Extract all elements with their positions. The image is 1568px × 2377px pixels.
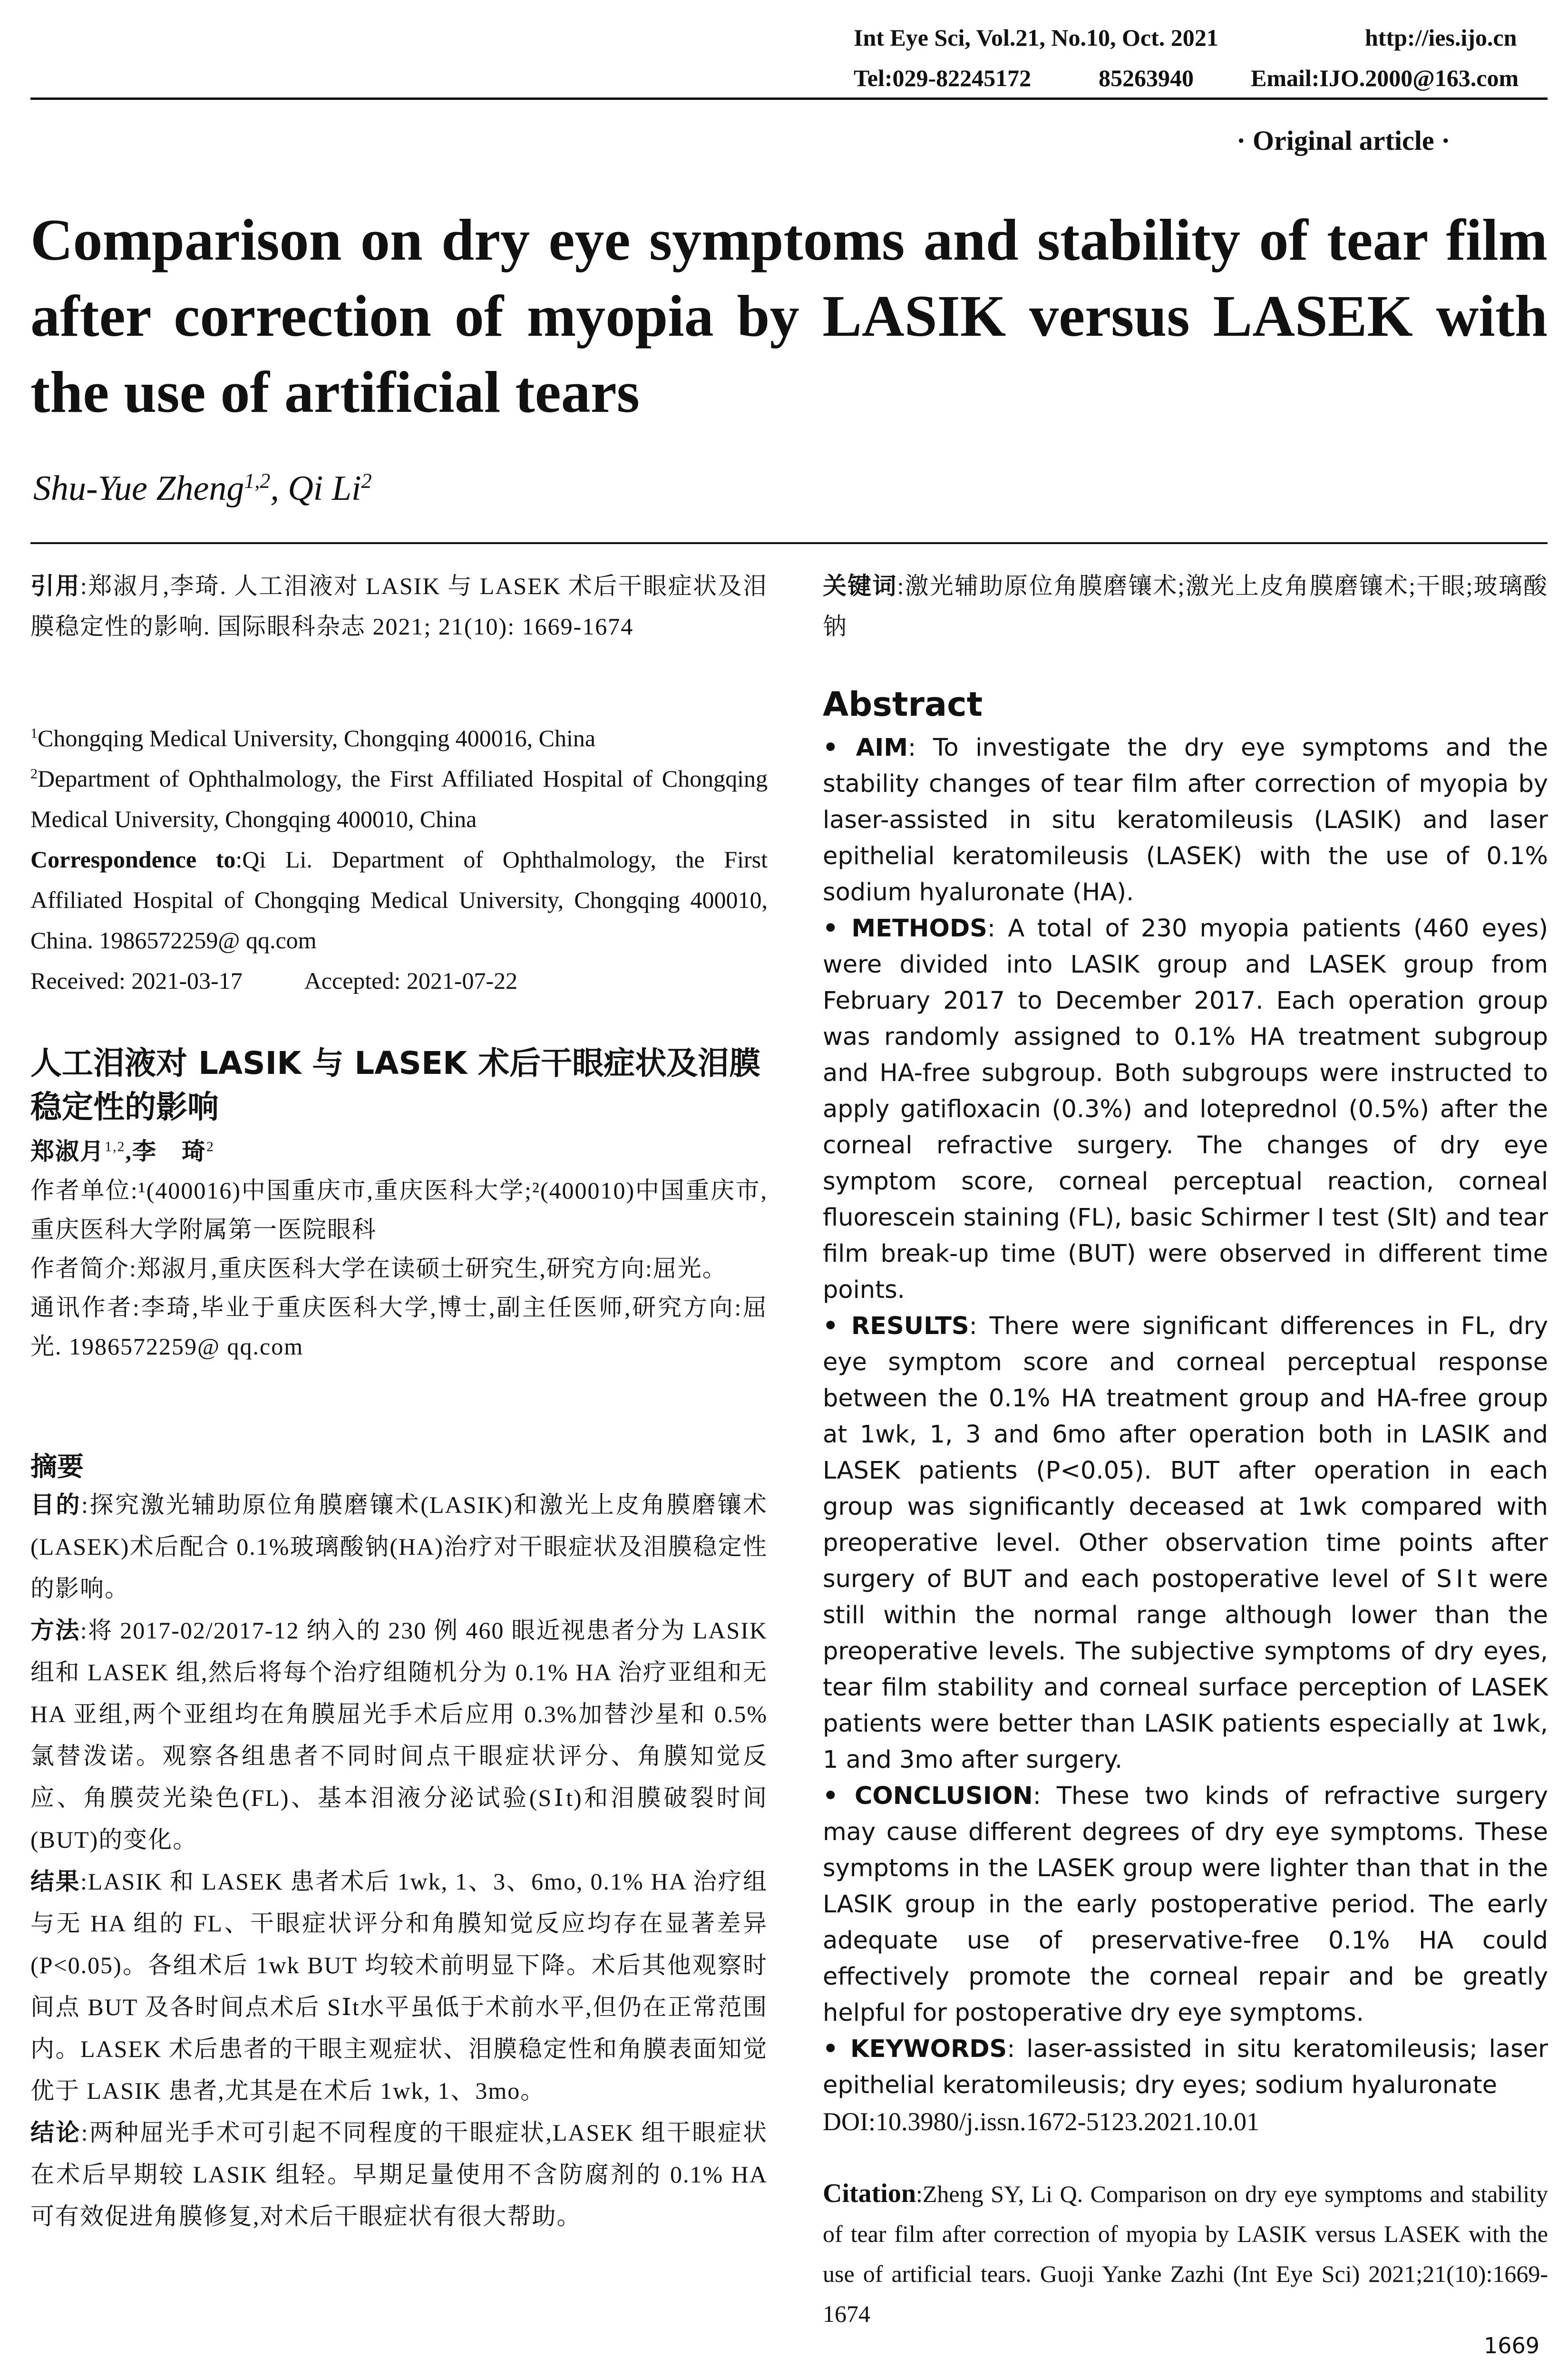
cn-title: 人工泪液对 LASIK 与 LASEK 术后干眼症状及泪膜稳定性的影响 [30, 1045, 761, 1125]
cn-conclusion: 结论:两种屈光手术可引起不同程度的干眼症状,LASEK 组干眼症状在术后早期较 LASIK 组轻。早期足量使用不含防腐剂的 0.1% HA 可有效促进角膜修复,对术后干眼症状有很大帮助。 [30, 2119, 768, 2230]
citation-en: Citation:Zheng SY, Li Q. Comparison on dry eye symptoms and stability of tear film after correction of myopia by LASIK versus LASEK with the use of artificial tears. Guoji Yanke Zazhi (Int Eye Sci) 2021;21(10):1669-1674 [823, 2179, 1548, 2327]
author-1-affil: 1,2 [244, 469, 271, 493]
journal-email[interactable]: Email:IJO.2000@163.com [1251, 65, 1519, 91]
author-2-affil: 2 [361, 469, 372, 493]
abstract-conclusion: • CONCLUSION: These two kinds of refractive surgery may cause different degrees of dry eye symptoms. These symptoms in the LASEK group were lighter than that in the LASIK group in the early postoperative period. The early adequate use of preservative-free 0.1% HA could effectively promote the corneal repair and be greatly helpful for postoperative dry eye symptoms. [823, 1782, 1548, 2027]
cn-method: 方法:将 2017-02/2017-12 纳入的 230 例 460 眼近视患者分为 LASIK 组和 LASEK 组,然后将每个治疗组随机分为 0.1% HA 治疗亚组和无 HA 亚组,两个亚组均在角膜屈光手术后应用 0.3%加替沙星和 0.5%氯替泼诺。观察各组患者不同时间点干眼症状评分、角膜知觉反应、角膜荧光染色(FL)、基本泪液分泌试验(SⅠt)和泪膜破裂时间(BUT)的变化。 [30, 1617, 768, 1853]
cn-abstract-heading: 摘要 [30, 1452, 84, 1482]
dates-line [30, 961, 768, 1001]
author-sep: , [270, 469, 288, 508]
citation-cn-label: 引用 [30, 572, 80, 600]
accepted-date: Accepted: 2021-07-22 [304, 967, 518, 994]
correspondence: Correspondence to:Qi Li. Department of Ophthalmology, the First Affiliated Hospital of Chongqing Medical University, Chongqing 400010, China. 1986572259@ qq.com [30, 846, 768, 954]
en-abstract [823, 730, 1548, 2140]
affiliation-1: $^1$Chongqing Medical University, Chongqing 400016, China [30, 725, 596, 751]
cn-author-block [30, 1132, 768, 1366]
abstract-results: • RESULTS: There were significant differences in FL, dry eye symptom score and corneal perceptual response between the 0.1% HA treatment group and HA-free group at 1wk, 1, 3 and 6mo after operation both in LASIK and LASEK patients (P<0.05). BUT after operation in each group was significantly deceased at 1wk compared with preoperative level. Other observation time points after surgery of BUT and each postoperative level of SⅠt were still within the normal range although lower than the preoperative levels. The subjective symptoms of dry eyes, tear film stability and corneal surface perception of LASEK patients were better than LASIK patients especially at 1wk, 1 and 3mo after surgery. [823, 1312, 1548, 1774]
author-1: Shu-Yue Zheng [33, 469, 244, 508]
cn-authors: 郑淑月$^{1,2}$,李 琦$^2$ [30, 1138, 214, 1165]
article-type: · Original article · [1237, 125, 1451, 156]
cn-objective: 目的:探究激光辅助原位角膜磨镶术(LASIK)和激光上皮角膜磨镶术(LASEK)术后配合 0.1%玻璃酸钠(HA)治疗对干眼症状及泪膜稳定性的影响。 [30, 1491, 768, 1602]
cn-corr: 通讯作者:李琦,毕业于重庆医科大学,博士,副主任医师,研究方向:屈光. 1986572259@ qq.com [30, 1294, 768, 1360]
cn-result: 结果:LASIK 和 LASEK 患者术后 1wk, 1、3、6mo, 0.1% HA 治疗组与无 HA 组的 FL、干眼症状评分和角膜知觉反应均存在显著差异(P<0.05)。各组术后 1wk BUT 均较术前明显下降。术后其他观察时间点 BUT 及各时间点术后 SⅠt水平虽低于术前水平,但仍在正常范围内。LASEK 术后患者的干眼主观症状、泪膜稳定性和角膜表面知觉优于 LASIK 患者,尤其是在术后 1wk, 1、3mo。 [30, 1868, 768, 2104]
affiliation-2: $^2$Department of Ophthalmology, the First Affiliated Hospital of Chongqing Medical University, Chongqing 400010, China [30, 765, 768, 832]
cn-unit: 作者单位:¹(400016)中国重庆市,重庆医科大学;²(400010)中国重庆市,重庆医科大学附属第一医院眼科 [30, 1177, 768, 1243]
author-list [33, 468, 372, 509]
cn-keywords-label: 关键词 [823, 572, 897, 600]
page-number: 1669 [1484, 2333, 1540, 2358]
citation-cn [30, 566, 768, 647]
cn-abstract [30, 1484, 768, 2237]
journal-tel2: 85263940 [1099, 65, 1194, 91]
abstract-heading: Abstract [823, 685, 983, 724]
cn-bio: 作者简介:郑淑月,重庆医科大学在读硕士研究生,研究方向:屈光。 [30, 1255, 727, 1282]
affiliations [30, 718, 768, 1001]
correspondence-label: Correspondence to [30, 846, 236, 873]
abstract-methods: • METHODS: A total of 230 myopia patients (460 eyes) were divided into LASIK group and LASEK group from February 2017 to December 2017. Each operation group was randomly assigned to 0.1% HA treatment subgroup and HA-free subgroup. Both subgroups were instructed to apply gatifloxacin (0.3%) and loteprednol (0.5%) after the corneal refractive surgery. The changes of dry eye symptom score, corneal perceptual reaction, corneal fluorescein staining (FL), basic Schirmer Ⅰ test (SⅠt) and tear film break-up time (BUT) were observed in different time points. [823, 915, 1548, 1304]
abstract-aim: • AIM: To investigate the dry eye symptoms and the stability changes of tear film after correction of myopia by laser-assisted in situ keratomileusis (LASIK) and laser epithelial keratomileusis (LASEK) with the use of 0.1% sodium hyaluronate (HA). [823, 734, 1548, 906]
abstract-doi: DOI:10.3980/j.issn.1672-5123.2021.10.01 [823, 2107, 1259, 2136]
received-date: Received: 2021-03-17 [30, 967, 243, 994]
abstract-keywords: • KEYWORDS: laser-assisted in situ keratomileusis; laser epithelial keratomileusis; dry eyes; sodium hyaluronate [823, 2035, 1549, 2099]
journal-tel: Tel:029-82245172 [854, 65, 1032, 91]
journal-url[interactable]: http://ies.ijo.cn [1365, 24, 1517, 51]
citation-cn-text: :郑淑月,李琦. 人工泪液对 LASIK 与 LASEK 术后干眼症状及泪膜稳定性的影响. 国际眼科杂志 2021; 21(10): 1669-1674 [30, 573, 768, 640]
citation-en-label: Citation [823, 2179, 916, 2208]
authors-rule [30, 542, 1548, 544]
header-rule [30, 97, 1548, 100]
cn-keywords: 关键词:激光辅助原位角膜磨镶术;激光上皮角膜磨镶术;干眼;玻璃酸钠 [823, 572, 1548, 640]
journal-info: Int Eye Sci, Vol.21, No.10, Oct. 2021 [854, 24, 1218, 51]
author-2: Qi Li [288, 469, 361, 508]
article-title: Comparison on dry eye symptoms and stability of tear film after correction of myopia by LASIK versus LASEK with the use of artificial tears [30, 207, 1548, 425]
